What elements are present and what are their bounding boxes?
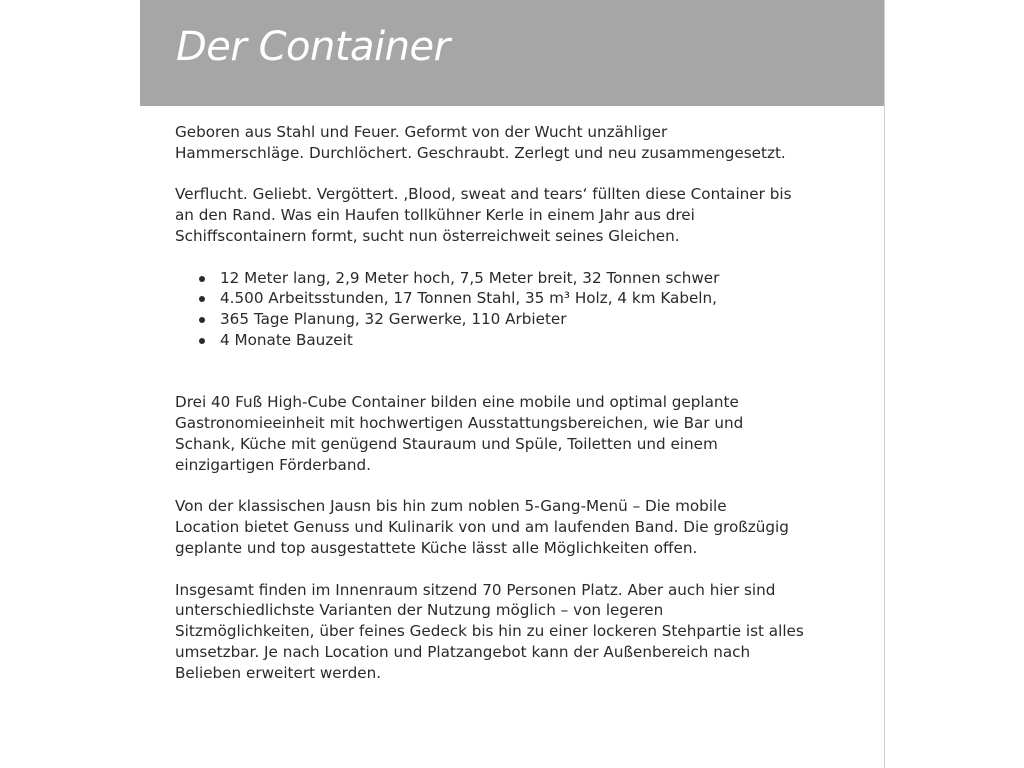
bullet-icon: [199, 276, 205, 282]
facts-list: [175, 268, 845, 351]
paragraph-spacer: [175, 559, 845, 580]
document-page: [140, 0, 885, 768]
paragraph-spacer: [175, 164, 845, 185]
detail-paragraph-3: Insgesamt finden im Innenraum sitzend 70 Personen Platz. Aber auch hier sind unterschiedlichste Varianten der Nutzung möglich – von legeren Sitzmöglichkeiten, über feines Gedeck bis hin zu einer lockeren Stehpartie ist alles umsetzbar. Je nach Location und Platzangebot kann der Außenbereich nach Belieben erweitert werden.: [175, 580, 804, 682]
list-item: [175, 288, 845, 309]
paragraph-spacer: [175, 476, 845, 497]
bullet-icon: [199, 338, 205, 344]
intro-paragraph-1: Geboren aus Stahl und Feuer. Geformt von der Wucht unzähliger Hammerschläge. Durchlöchert. Geschraubt. Zerlegt und neu zusammengesetzt.: [175, 123, 786, 162]
document-body: [175, 122, 845, 684]
list-item: [175, 309, 845, 330]
list-item-text: 4.500 Arbeitsstunden, 17 Tonnen Stahl, 35 m³ Holz, 4 km Kabeln,: [220, 289, 717, 308]
detail-paragraph-2: Von der klassischen Jausn bis hin zum noblen 5-Gang-Menü – Die mobile Location bietet Genuss und Kulinarik von und am laufenden Band. Die großzügig geplante und top ausgestattete Küche lässt alle Möglichkeiten offen.: [175, 497, 789, 557]
list-item: [175, 268, 845, 289]
list-item-text: 4 Monate Bauzeit: [220, 330, 353, 349]
list-item-text: 365 Tage Planung, 32 Gerwerke, 110 Arbieter: [220, 310, 567, 329]
section-spacer: [175, 351, 845, 393]
list-item: [175, 330, 845, 351]
page-title: Der Container: [176, 24, 450, 70]
intro-paragraph-2: Verflucht. Geliebt. Vergöttert. ‚Blood, sweat and tears‘ füllten diese Container bis an den Rand. Was ein Haufen tollkühner Kerle in einem Jahr aus drei Schiffscontainern formt, sucht nun österreichweit seines Gleichen.: [175, 185, 792, 245]
detail-paragraph-1: Drei 40 Fuß High-Cube Container bilden eine mobile und optimal geplante Gastronomieeinheit mit hochwertigen Ausstattungsbereichen, wie Bar und Schank, Küche mit genügend Stauraum und Spüle, Toiletten und einem einzigartigen Förderband.: [175, 393, 744, 474]
list-item-text: 12 Meter lang, 2,9 Meter hoch, 7,5 Meter breit, 32 Tonnen schwer: [220, 268, 720, 287]
paragraph-spacer: [175, 247, 845, 268]
bullet-icon: [199, 296, 205, 302]
header-band: [140, 0, 884, 106]
bullet-icon: [199, 317, 205, 323]
